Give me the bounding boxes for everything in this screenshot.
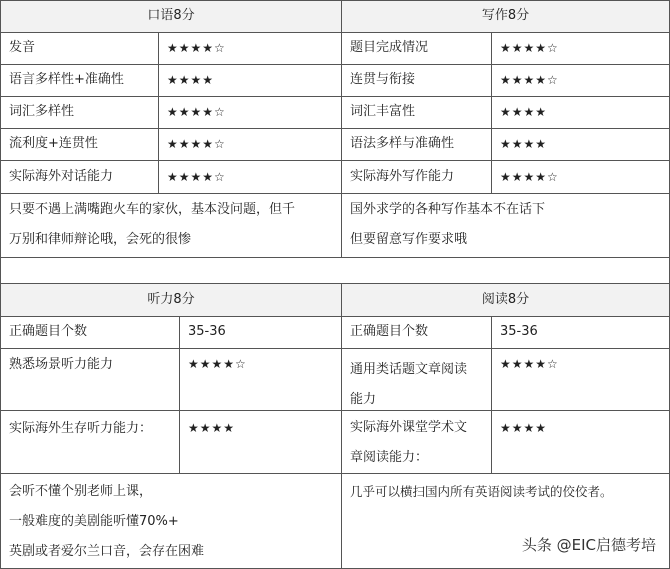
listening-row-value	[179, 316, 342, 349]
label-text: 词汇多样性	[9, 104, 75, 120]
stars-text: ★★★★☆	[500, 73, 559, 87]
watermark: 头条 @EIC启德考培	[521, 536, 656, 554]
writing-row-label	[341, 160, 492, 194]
speaking-row-label	[0, 64, 159, 97]
stars-text: ★★★★☆	[500, 41, 559, 55]
reading-row-value	[491, 316, 670, 349]
speaking-title: 口语8分	[147, 8, 195, 24]
reading-title: 阅读8分	[481, 291, 530, 307]
label-text: 发音	[9, 40, 36, 56]
writing-row-label	[341, 96, 492, 129]
stars-text: ★★★★	[188, 421, 236, 435]
label-text: 题目完成情况	[350, 40, 429, 56]
speaking-row-label	[0, 32, 159, 65]
writing-row-stars	[491, 128, 670, 161]
reading-row-label	[341, 348, 492, 411]
reading-header	[341, 283, 670, 317]
label-text: 连贯与衔接	[350, 72, 416, 88]
label-text: 熟悉场景听力能力	[9, 357, 114, 372]
stars-text: ★★★★☆	[167, 105, 226, 119]
listening-comment: 会听不懂个别老师上课， 一般难度的美剧能听懂70%+ 英剧或者爱尔兰口音，会存在困难	[0, 473, 342, 569]
writing-title: 写作8分	[481, 8, 530, 24]
stars-text: ★★★★☆	[188, 357, 247, 371]
reading-row-label	[341, 410, 492, 474]
speaking-row-stars	[158, 32, 342, 65]
writing-row-stars	[491, 32, 670, 65]
label-text: 实际海外写作能力	[350, 168, 455, 184]
listening-row-label	[0, 348, 180, 411]
listening-header	[0, 283, 342, 317]
speaking-row-stars	[158, 160, 342, 194]
speaking-row-stars	[158, 128, 342, 161]
label-text: 实际海外课堂学术文 章阅读能力：	[350, 420, 468, 465]
reading-row-stars	[491, 348, 670, 411]
label-text: 实际海外生存听力能力：	[9, 421, 153, 436]
speaking-row-label	[0, 96, 159, 129]
reading-comment: 几乎可以横扫国内所有英语阅读考试的佼佼者。	[341, 473, 670, 569]
stars-text: ★★★★	[500, 421, 548, 435]
writing-row-label	[341, 128, 492, 161]
stars-text: ★★★★	[500, 105, 548, 119]
stars-text: ★★★★☆	[167, 41, 226, 55]
label-text: 语言多样性+准确性	[9, 72, 124, 88]
listening-row-stars	[179, 410, 342, 474]
label-text: 正确题目个数	[9, 324, 88, 340]
stars-text: ★★★★	[167, 73, 215, 87]
listening-title: 听力8分	[147, 291, 195, 307]
label-text: 语法多样与准确性	[350, 136, 455, 152]
stars-text: ★★★★☆	[500, 169, 559, 184]
stars-text: ★★★★☆	[500, 357, 559, 371]
speaking-row-label	[0, 160, 159, 194]
speaking-row-stars	[158, 64, 342, 97]
speaking-comment: 只要不遇上满嘴跑火车的家伙，基本没问题，但千 万别和律师辩论哦，会死的很惨	[0, 193, 342, 258]
writing-row-label	[341, 64, 492, 97]
label-text: 词汇丰富性	[350, 104, 416, 120]
value-text: 35-36	[500, 324, 538, 340]
writing-row-stars	[491, 160, 670, 194]
value-text: 35-36	[188, 324, 226, 340]
speaking-row-label	[0, 128, 159, 161]
writing-header	[341, 0, 670, 33]
spacer-row	[0, 257, 670, 284]
speaking-row-stars	[158, 96, 342, 129]
stars-text: ★★★★	[500, 137, 548, 151]
listening-row-label	[0, 410, 180, 474]
writing-comment: 国外求学的各种写作基本不在话下 但要留意写作要求哦	[341, 193, 670, 258]
reading-row-stars	[491, 410, 670, 474]
stars-text: ★★★★☆	[167, 169, 226, 184]
stars-text: ★★★★☆	[167, 137, 226, 151]
reading-row-label	[341, 316, 492, 349]
label-text: 正确题目个数	[350, 324, 429, 340]
label-text: 实际海外对话能力	[9, 168, 114, 184]
label-text: 流利度+连贯性	[9, 136, 98, 152]
label-text: 通用类话题文章阅读 能力	[350, 362, 468, 407]
listening-row-stars	[179, 348, 342, 411]
writing-row-label	[341, 32, 492, 65]
speaking-header	[0, 0, 342, 33]
listening-row-label	[0, 316, 180, 349]
writing-row-stars	[491, 64, 670, 97]
writing-row-stars	[491, 96, 670, 129]
